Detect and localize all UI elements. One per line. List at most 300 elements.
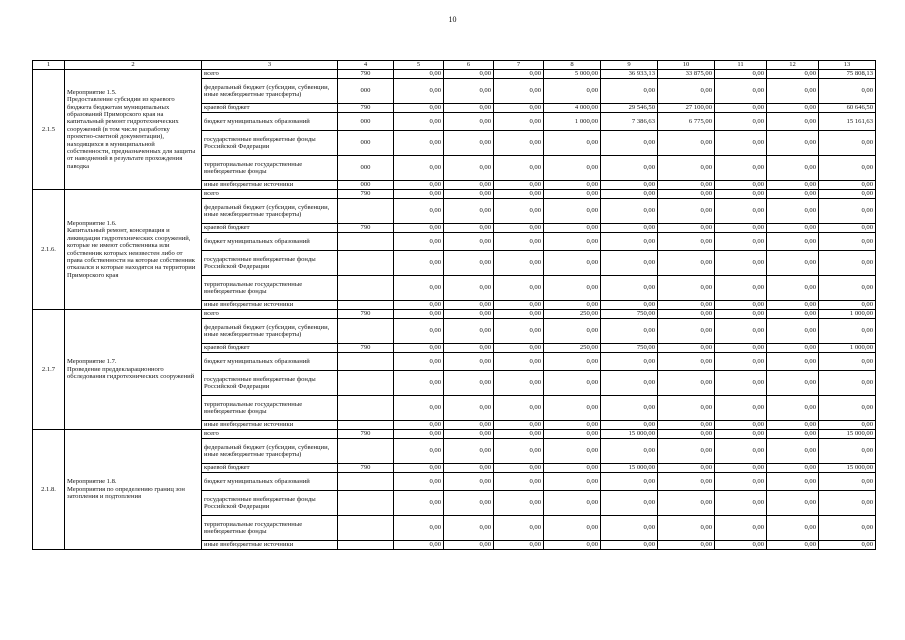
amount-cell: 0,00: [444, 319, 494, 344]
amount-cell: 0,00: [819, 473, 876, 491]
measure-code: 2.1.7: [33, 310, 65, 430]
amount-cell: 0,00: [767, 156, 819, 181]
amount-cell: 0,00: [394, 251, 444, 276]
amount-cell: 0,00: [819, 396, 876, 421]
amount-cell: 0,00: [819, 131, 876, 156]
amount-cell: 0,00: [494, 396, 544, 421]
amount-cell: 0,00: [715, 491, 767, 516]
measure-description: Мероприятие 1.8. Мероприятия по определению границ зон затопления и подтопления: [65, 430, 202, 550]
funding-source: государственные внебюджетные фонды Российской Федерации: [202, 131, 338, 156]
amount-cell: 0,00: [715, 516, 767, 541]
amount-cell: 0,00: [494, 131, 544, 156]
amount-cell: 1 000,00: [544, 113, 601, 131]
amount-cell: 15 000,00: [819, 464, 876, 473]
amount-cell: 0,00: [601, 439, 658, 464]
amount-cell: 0,00: [658, 430, 715, 439]
amount-cell: 0,00: [715, 156, 767, 181]
table-row: [33, 310, 876, 319]
column-header: 2: [65, 61, 202, 70]
amount-cell: 0,00: [494, 79, 544, 104]
budget-code: [338, 276, 394, 301]
amount-cell: 0,00: [658, 233, 715, 251]
measure-description: Мероприятие 1.6. Капитальный ремонт, консервация и ликвидация гидротехнических сооружений, которые не имеют собственника или собственник которых неизвестен либо от права собственности на которые собственник отказался и которые находятся на территории Приморского края: [65, 190, 202, 310]
amount-cell: 0,00: [715, 421, 767, 430]
amount-cell: 0,00: [819, 491, 876, 516]
amount-cell: 0,00: [715, 233, 767, 251]
budget-code: [338, 319, 394, 344]
funding-source: краевой бюджет: [202, 344, 338, 353]
amount-cell: 0,00: [394, 131, 444, 156]
amount-cell: 0,00: [767, 276, 819, 301]
budget-table: [32, 60, 876, 550]
amount-cell: 0,00: [494, 353, 544, 371]
amount-cell: 0,00: [715, 310, 767, 319]
amount-cell: 0,00: [601, 301, 658, 310]
amount-cell: 0,00: [544, 473, 601, 491]
funding-source: территориальные государственные внебюджетные фонды: [202, 516, 338, 541]
amount-cell: 0,00: [544, 439, 601, 464]
budget-code: 000: [338, 181, 394, 190]
amount-cell: 0,00: [819, 421, 876, 430]
amount-cell: 0,00: [394, 199, 444, 224]
amount-cell: 0,00: [544, 156, 601, 181]
table-row: [33, 190, 876, 199]
amount-cell: 0,00: [658, 396, 715, 421]
amount-cell: 0,00: [715, 464, 767, 473]
amount-cell: 0,00: [544, 233, 601, 251]
amount-cell: 0,00: [494, 251, 544, 276]
amount-cell: 0,00: [394, 104, 444, 113]
amount-cell: 0,00: [601, 353, 658, 371]
amount-cell: 0,00: [394, 310, 444, 319]
amount-cell: 0,00: [394, 430, 444, 439]
amount-cell: 0,00: [767, 541, 819, 550]
header-row: [33, 61, 876, 70]
funding-source: федеральный бюджет (субсидии, субвенции, иные межбюджетные трансферты): [202, 199, 338, 224]
amount-cell: 0,00: [494, 190, 544, 199]
budget-code: [338, 516, 394, 541]
amount-cell: 15 000,00: [601, 464, 658, 473]
amount-cell: 0,00: [394, 491, 444, 516]
page-number: 10: [448, 15, 457, 24]
amount-cell: 0,00: [819, 199, 876, 224]
amount-cell: 0,00: [394, 301, 444, 310]
amount-cell: 0,00: [601, 371, 658, 396]
amount-cell: 0,00: [544, 464, 601, 473]
amount-cell: 0,00: [394, 70, 444, 79]
amount-cell: 0,00: [658, 276, 715, 301]
funding-source: всего: [202, 430, 338, 439]
funding-source: краевой бюджет: [202, 104, 338, 113]
budget-code: [338, 301, 394, 310]
measure-code: 2.1.5: [33, 70, 65, 190]
amount-cell: 0,00: [767, 439, 819, 464]
amount-cell: 0,00: [767, 131, 819, 156]
funding-source: бюджет муниципальных образований: [202, 233, 338, 251]
amount-cell: 0,00: [715, 353, 767, 371]
amount-cell: 0,00: [601, 181, 658, 190]
amount-cell: 0,00: [819, 156, 876, 181]
column-header: 3: [202, 61, 338, 70]
funding-source: иные внебюджетные источники: [202, 181, 338, 190]
funding-source: краевой бюджет: [202, 224, 338, 233]
amount-cell: 0,00: [494, 104, 544, 113]
column-header: 1: [33, 61, 65, 70]
amount-cell: 0,00: [394, 156, 444, 181]
amount-cell: 0,00: [394, 276, 444, 301]
amount-cell: 0,00: [601, 396, 658, 421]
amount-cell: 0,00: [658, 79, 715, 104]
amount-cell: 0,00: [494, 156, 544, 181]
amount-cell: 0,00: [494, 181, 544, 190]
amount-cell: 750,00: [601, 310, 658, 319]
amount-cell: 0,00: [658, 199, 715, 224]
amount-cell: 0,00: [444, 251, 494, 276]
column-header: 4: [338, 61, 394, 70]
amount-cell: 0,00: [544, 396, 601, 421]
amount-cell: 0,00: [494, 430, 544, 439]
budget-code: 790: [338, 344, 394, 353]
amount-cell: 0,00: [544, 181, 601, 190]
amount-cell: 0,00: [658, 344, 715, 353]
amount-cell: 0,00: [658, 224, 715, 233]
amount-cell: 0,00: [601, 224, 658, 233]
amount-cell: 75 808,13: [819, 70, 876, 79]
amount-cell: 0,00: [819, 276, 876, 301]
amount-cell: 0,00: [444, 190, 494, 199]
column-header: 12: [767, 61, 819, 70]
amount-cell: 0,00: [444, 70, 494, 79]
amount-cell: 0,00: [767, 79, 819, 104]
amount-cell: 0,00: [601, 190, 658, 199]
column-header: 13: [819, 61, 876, 70]
amount-cell: 0,00: [494, 113, 544, 131]
amount-cell: 0,00: [715, 301, 767, 310]
funding-source: иные внебюджетные источники: [202, 301, 338, 310]
amount-cell: 0,00: [767, 396, 819, 421]
amount-cell: 0,00: [715, 113, 767, 131]
amount-cell: 0,00: [715, 131, 767, 156]
column-header: 11: [715, 61, 767, 70]
amount-cell: 0,00: [601, 251, 658, 276]
amount-cell: 0,00: [819, 353, 876, 371]
amount-cell: 0,00: [715, 104, 767, 113]
amount-cell: 0,00: [494, 344, 544, 353]
amount-cell: 0,00: [394, 371, 444, 396]
amount-cell: 0,00: [601, 156, 658, 181]
amount-cell: 0,00: [819, 439, 876, 464]
amount-cell: 0,00: [494, 464, 544, 473]
column-header: 8: [544, 61, 601, 70]
budget-code: [338, 199, 394, 224]
amount-cell: 0,00: [601, 199, 658, 224]
funding-source: всего: [202, 70, 338, 79]
amount-cell: 0,00: [444, 421, 494, 430]
amount-cell: 0,00: [767, 430, 819, 439]
amount-cell: 0,00: [601, 473, 658, 491]
amount-cell: 0,00: [394, 353, 444, 371]
amount-cell: 0,00: [444, 310, 494, 319]
amount-cell: 0,00: [544, 319, 601, 344]
funding-source: государственные внебюджетные фонды Российской Федерации: [202, 371, 338, 396]
budget-code: [338, 353, 394, 371]
amount-cell: 0,00: [658, 439, 715, 464]
funding-source: всего: [202, 190, 338, 199]
amount-cell: 0,00: [444, 541, 494, 550]
amount-cell: 0,00: [658, 319, 715, 344]
amount-cell: 0,00: [819, 233, 876, 251]
amount-cell: 0,00: [819, 181, 876, 190]
amount-cell: 0,00: [544, 371, 601, 396]
amount-cell: 0,00: [715, 396, 767, 421]
amount-cell: 0,00: [394, 396, 444, 421]
funding-source: федеральный бюджет (субсидии, субвенции, иные межбюджетные трансферты): [202, 79, 338, 104]
amount-cell: 0,00: [394, 473, 444, 491]
amount-cell: 0,00: [444, 79, 494, 104]
amount-cell: 0,00: [394, 464, 444, 473]
amount-cell: 0,00: [715, 371, 767, 396]
amount-cell: 250,00: [544, 310, 601, 319]
amount-cell: 0,00: [658, 371, 715, 396]
budget-code: 790: [338, 104, 394, 113]
amount-cell: 0,00: [544, 516, 601, 541]
amount-cell: 0,00: [494, 473, 544, 491]
amount-cell: 0,00: [767, 421, 819, 430]
amount-cell: 0,00: [715, 79, 767, 104]
amount-cell: 0,00: [494, 371, 544, 396]
amount-cell: 0,00: [544, 491, 601, 516]
budget-code: [338, 396, 394, 421]
budget-code: [338, 251, 394, 276]
amount-cell: 0,00: [767, 344, 819, 353]
amount-cell: 27 100,00: [658, 104, 715, 113]
amount-cell: 0,00: [658, 464, 715, 473]
measure-description: Мероприятие 1.5. Предоставление субсидии из краевого бюджета бюджетам муниципальных образований Приморского края на капитальный ремонт гидротехнических сооружений (в том числе разработку проектно-сметной документации), находящихся в муниципальной собственности, предназначенных для защиты от наводнений в результате прохождения паводка: [65, 70, 202, 190]
budget-code: [338, 541, 394, 550]
amount-cell: 0,00: [494, 224, 544, 233]
amount-cell: 0,00: [658, 251, 715, 276]
funding-source: бюджет муниципальных образований: [202, 473, 338, 491]
amount-cell: 0,00: [819, 301, 876, 310]
amount-cell: 29 546,50: [601, 104, 658, 113]
amount-cell: 0,00: [444, 439, 494, 464]
amount-cell: 0,00: [494, 233, 544, 251]
amount-cell: 0,00: [819, 541, 876, 550]
amount-cell: 0,00: [444, 199, 494, 224]
amount-cell: 0,00: [601, 79, 658, 104]
amount-cell: 33 875,00: [658, 70, 715, 79]
amount-cell: 7 386,63: [601, 113, 658, 131]
amount-cell: 0,00: [658, 156, 715, 181]
amount-cell: 0,00: [394, 190, 444, 199]
amount-cell: 0,00: [658, 310, 715, 319]
amount-cell: 0,00: [494, 199, 544, 224]
amount-cell: 0,00: [715, 251, 767, 276]
measure-code: 2.1.6.: [33, 190, 65, 310]
budget-code: [338, 473, 394, 491]
column-header: 5: [394, 61, 444, 70]
amount-cell: 0,00: [767, 353, 819, 371]
amount-cell: 0,00: [544, 353, 601, 371]
funding-source: государственные внебюджетные фонды Российской Федерации: [202, 491, 338, 516]
amount-cell: 0,00: [767, 473, 819, 491]
amount-cell: 0,00: [394, 181, 444, 190]
amount-cell: 0,00: [819, 190, 876, 199]
funding-source: федеральный бюджет (субсидии, субвенции, иные межбюджетные трансферты): [202, 319, 338, 344]
budget-code: 790: [338, 430, 394, 439]
amount-cell: 15 000,00: [601, 430, 658, 439]
amount-cell: 0,00: [658, 473, 715, 491]
amount-cell: 0,00: [444, 464, 494, 473]
amount-cell: 0,00: [819, 319, 876, 344]
amount-cell: 0,00: [767, 371, 819, 396]
budget-code: [338, 233, 394, 251]
budget-code: 790: [338, 464, 394, 473]
column-header: 10: [658, 61, 715, 70]
amount-cell: 0,00: [444, 156, 494, 181]
funding-source: бюджет муниципальных образований: [202, 353, 338, 371]
budget-code: 000: [338, 79, 394, 104]
amount-cell: 0,00: [494, 516, 544, 541]
amount-cell: 0,00: [494, 301, 544, 310]
amount-cell: 0,00: [715, 439, 767, 464]
amount-cell: 0,00: [658, 541, 715, 550]
amount-cell: 0,00: [767, 516, 819, 541]
table-row: [33, 70, 876, 79]
amount-cell: 0,00: [767, 70, 819, 79]
amount-cell: 0,00: [544, 541, 601, 550]
amount-cell: 0,00: [601, 319, 658, 344]
amount-cell: 0,00: [544, 421, 601, 430]
amount-cell: 0,00: [444, 104, 494, 113]
amount-cell: 0,00: [601, 131, 658, 156]
table-body: [33, 61, 876, 550]
amount-cell: 0,00: [544, 131, 601, 156]
amount-cell: 0,00: [544, 301, 601, 310]
amount-cell: 0,00: [715, 541, 767, 550]
amount-cell: 0,00: [601, 233, 658, 251]
budget-code: 790: [338, 190, 394, 199]
amount-cell: 0,00: [715, 276, 767, 301]
budget-code: [338, 371, 394, 396]
amount-cell: 0,00: [715, 344, 767, 353]
amount-cell: 0,00: [658, 516, 715, 541]
amount-cell: 0,00: [444, 131, 494, 156]
amount-cell: 0,00: [444, 353, 494, 371]
amount-cell: 0,00: [394, 344, 444, 353]
amount-cell: 0,00: [544, 79, 601, 104]
amount-cell: 0,00: [494, 319, 544, 344]
amount-cell: 0,00: [544, 251, 601, 276]
amount-cell: 0,00: [819, 251, 876, 276]
amount-cell: 5 000,00: [544, 70, 601, 79]
amount-cell: 0,00: [394, 421, 444, 430]
amount-cell: 0,00: [767, 251, 819, 276]
amount-cell: 0,00: [767, 491, 819, 516]
amount-cell: 0,00: [394, 224, 444, 233]
funding-source: краевой бюджет: [202, 464, 338, 473]
column-header: 7: [494, 61, 544, 70]
budget-code: 790: [338, 310, 394, 319]
amount-cell: 0,00: [394, 541, 444, 550]
amount-cell: 0,00: [444, 113, 494, 131]
amount-cell: 0,00: [601, 421, 658, 430]
amount-cell: 0,00: [715, 199, 767, 224]
amount-cell: 0,00: [767, 233, 819, 251]
budget-code: [338, 491, 394, 516]
amount-cell: 0,00: [444, 473, 494, 491]
amount-cell: 0,00: [767, 104, 819, 113]
amount-cell: 0,00: [544, 430, 601, 439]
amount-cell: 0,00: [394, 439, 444, 464]
amount-cell: 0,00: [444, 181, 494, 190]
measure-description: Мероприятие 1.7. Проведение преддекларационного обследования гидротехнических сооружений: [65, 310, 202, 430]
amount-cell: 0,00: [819, 371, 876, 396]
amount-cell: 0,00: [444, 233, 494, 251]
amount-cell: 60 646,50: [819, 104, 876, 113]
amount-cell: 0,00: [767, 199, 819, 224]
budget-code: [338, 421, 394, 430]
budget-code: [338, 439, 394, 464]
amount-cell: 0,00: [444, 301, 494, 310]
column-header: 6: [444, 61, 494, 70]
amount-cell: 0,00: [658, 181, 715, 190]
amount-cell: 0,00: [444, 371, 494, 396]
funding-source: бюджет муниципальных образований: [202, 113, 338, 131]
budget-code: 000: [338, 156, 394, 181]
funding-source: территориальные государственные внебюджетные фонды: [202, 396, 338, 421]
amount-cell: 0,00: [715, 224, 767, 233]
amount-cell: 0,00: [444, 516, 494, 541]
amount-cell: 15 000,00: [819, 430, 876, 439]
funding-source: территориальные государственные внебюджетные фонды: [202, 276, 338, 301]
amount-cell: 4 000,00: [544, 104, 601, 113]
amount-cell: 0,00: [658, 353, 715, 371]
amount-cell: 0,00: [494, 541, 544, 550]
amount-cell: 0,00: [715, 319, 767, 344]
funding-source: федеральный бюджет (субсидии, субвенции, иные межбюджетные трансферты): [202, 439, 338, 464]
funding-source: иные внебюджетные источники: [202, 421, 338, 430]
measure-code: 2.1.8.: [33, 430, 65, 550]
amount-cell: 0,00: [715, 430, 767, 439]
amount-cell: 0,00: [444, 396, 494, 421]
amount-cell: 0,00: [444, 430, 494, 439]
funding-source: иные внебюджетные источники: [202, 541, 338, 550]
amount-cell: 0,00: [494, 70, 544, 79]
amount-cell: 0,00: [767, 113, 819, 131]
amount-cell: 0,00: [767, 319, 819, 344]
amount-cell: 0,00: [544, 199, 601, 224]
amount-cell: 0,00: [394, 516, 444, 541]
budget-code: 000: [338, 113, 394, 131]
amount-cell: 750,00: [601, 344, 658, 353]
amount-cell: 250,00: [544, 344, 601, 353]
amount-cell: 0,00: [715, 190, 767, 199]
amount-cell: 0,00: [715, 70, 767, 79]
amount-cell: 0,00: [544, 224, 601, 233]
budget-code: 790: [338, 224, 394, 233]
amount-cell: 0,00: [494, 310, 544, 319]
amount-cell: 0,00: [658, 491, 715, 516]
budget-code: 790: [338, 70, 394, 79]
amount-cell: 1 000,00: [819, 310, 876, 319]
amount-cell: 0,00: [767, 190, 819, 199]
amount-cell: 0,00: [394, 113, 444, 131]
amount-cell: 0,00: [494, 421, 544, 430]
amount-cell: 0,00: [444, 224, 494, 233]
amount-cell: 6 775,00: [658, 113, 715, 131]
amount-cell: 0,00: [658, 301, 715, 310]
